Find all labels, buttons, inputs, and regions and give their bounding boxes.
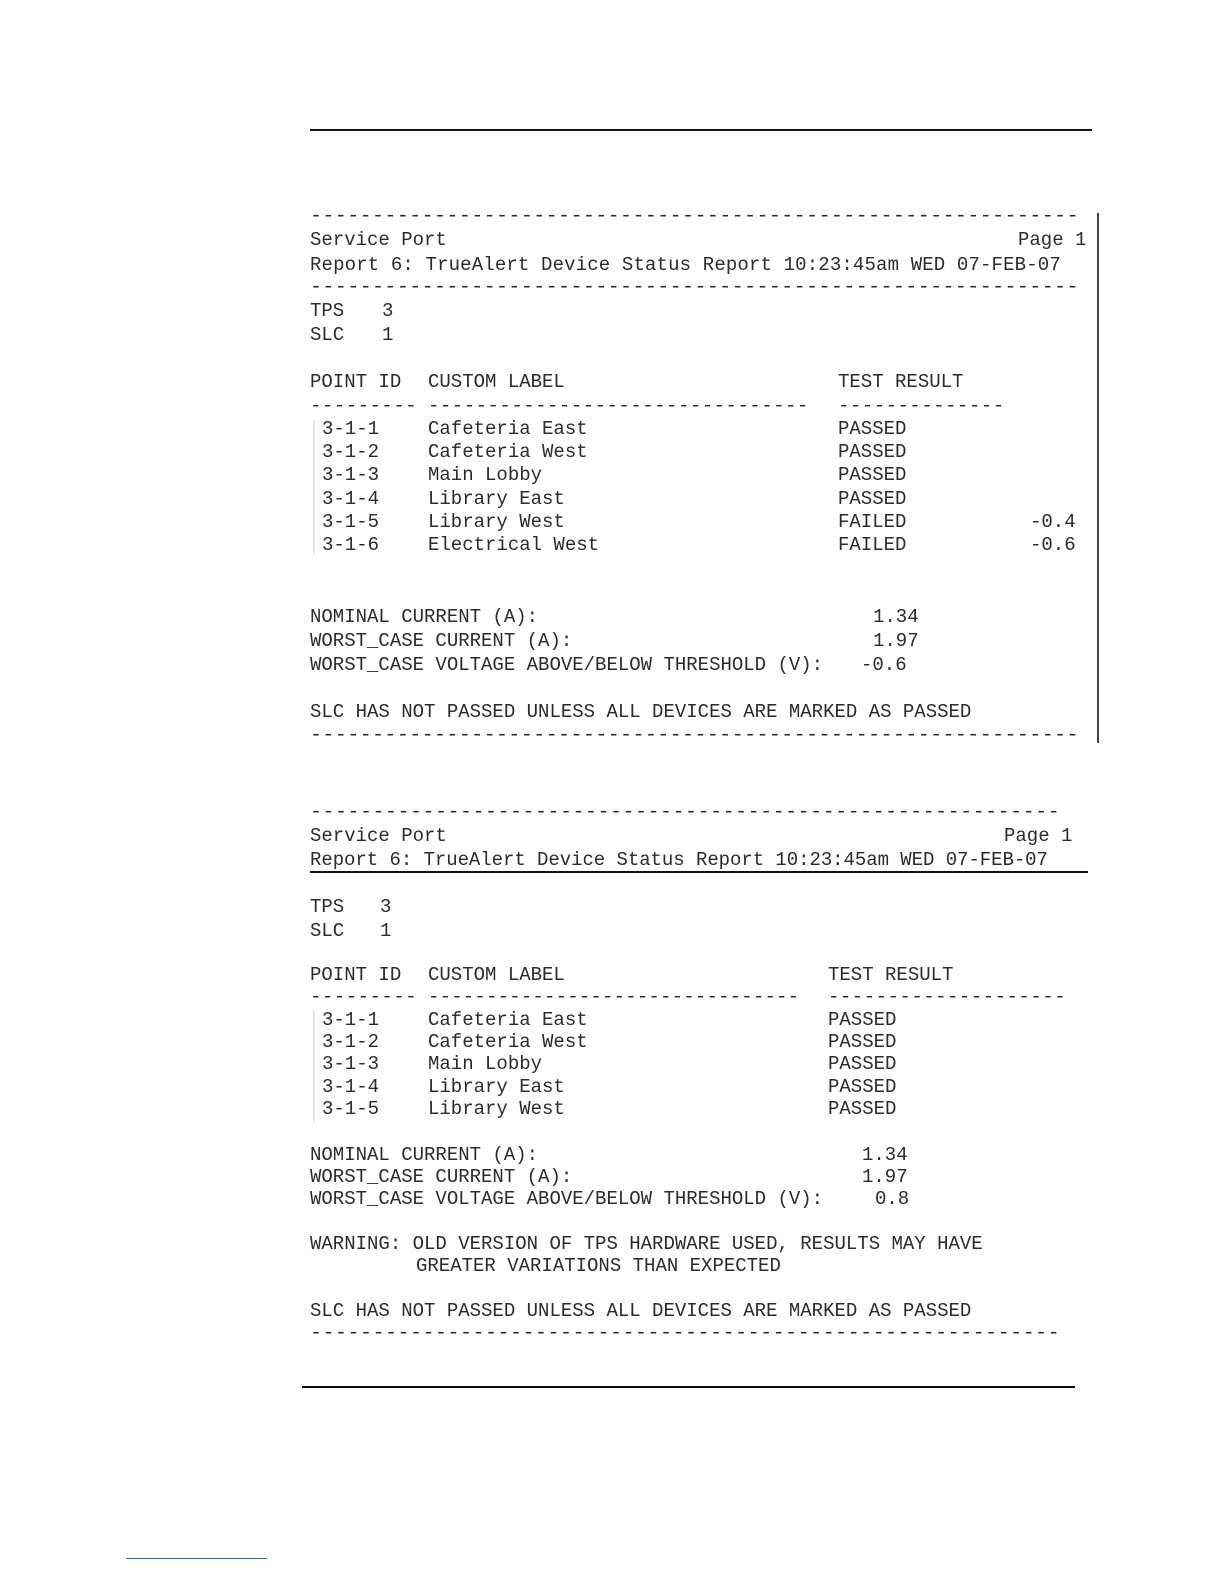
table-row-id: 3-1-5 xyxy=(322,1098,380,1120)
table-row-result: PASSED xyxy=(838,418,907,440)
report-2-under-point: --------- xyxy=(310,986,418,1008)
report-1-col-test-result: TEST RESULT xyxy=(838,371,964,393)
table-row-id: 3-1-3 xyxy=(322,1053,380,1075)
page-bottom-rule xyxy=(302,1386,1075,1388)
report-1-header-left: Service Port xyxy=(310,229,447,251)
table-row-label: Library West xyxy=(428,511,565,533)
report-2-col-point-id: POINT ID xyxy=(310,964,402,986)
table-row-id: 3-1-5 xyxy=(322,511,380,533)
table-row-result: PASSED xyxy=(828,1076,897,1098)
report-2-under-result: -------------------- xyxy=(828,986,1067,1008)
table-row-result: PASSED xyxy=(838,441,907,463)
report-1-header-right: Page 1 xyxy=(1018,229,1087,251)
report-1-worst-current-label: WORST_CASE CURRENT (A): xyxy=(310,630,573,652)
table-row-label: Cafeteria West xyxy=(428,441,588,463)
report-2-slc-value: 1 xyxy=(380,920,392,942)
report-2-tps-label: TPS xyxy=(310,896,345,918)
table-row-id: 3-1-4 xyxy=(322,488,380,510)
report-1-nominal-value: 1.34 xyxy=(873,606,919,628)
table-row-id: 3-1-1 xyxy=(322,1009,380,1031)
report-1-col-point-id: POINT ID xyxy=(310,371,402,393)
report-2-worst-current-value: 1.97 xyxy=(862,1166,908,1188)
report-2-title: Report 6: TrueAlert Device Status Report 10:23:45am WED 07-FEB-07 xyxy=(310,849,1048,871)
report-2-slc-label: SLC xyxy=(310,920,345,942)
report-1-under-label: -------------------------------- xyxy=(428,395,809,417)
footer-link-underline[interactable] xyxy=(126,1558,267,1559)
report-2-nominal-value: 1.34 xyxy=(862,1144,908,1166)
report-1-slc-label: SLC xyxy=(310,324,345,346)
table-row-id: 3-1-6 xyxy=(322,534,380,556)
report-1-worst-voltage-value: -0.6 xyxy=(861,654,907,676)
report-2-slc-note: SLC HAS NOT PASSED UNLESS ALL DEVICES ARE MARKED AS PASSED xyxy=(310,1300,972,1322)
report-2-dash-top: ------------------------------------------------------------ xyxy=(310,801,1061,824)
report-1-worst-voltage-label: WORST_CASE VOLTAGE ABOVE/BELOW THRESHOLD (V): xyxy=(310,654,824,676)
report-2-worst-voltage-label: WORST_CASE VOLTAGE ABOVE/BELOW THRESHOLD (V): xyxy=(310,1188,824,1210)
report-1-under-point: --------- xyxy=(310,395,418,417)
table-row-label: Library East xyxy=(428,488,565,510)
report-1-tps-value: 3 xyxy=(382,300,394,322)
report-1-worst-current-value: 1.97 xyxy=(873,630,919,652)
table-row-result: PASSED xyxy=(828,1031,897,1053)
report-2-left-shade xyxy=(313,1010,315,1122)
report-2-under-label: -------------------------------- xyxy=(428,986,800,1008)
report-2-dash-bottom: ------------------------------------------------------------ xyxy=(310,1322,1061,1345)
table-row-label: Cafeteria East xyxy=(428,418,588,440)
report-1-under-result: -------------- xyxy=(838,395,1005,417)
table-row-result: PASSED xyxy=(838,488,907,510)
table-row-result: FAILED xyxy=(838,511,907,533)
table-row-id: 3-1-3 xyxy=(322,464,380,486)
report-1-slc-value: 1 xyxy=(382,324,394,346)
report-2-warning-line-1: WARNING: OLD VERSION OF TPS HARDWARE USED, RESULTS MAY HAVE xyxy=(310,1233,983,1255)
table-row-value: -0.4 xyxy=(1030,511,1076,533)
report-2-col-test-result: TEST RESULT xyxy=(828,964,954,986)
report-1-col-custom-label: CUSTOM LABEL xyxy=(428,371,565,393)
table-row-value: -0.6 xyxy=(1030,534,1076,556)
table-row-result: PASSED xyxy=(828,1053,897,1075)
report-2-header-right: Page 1 xyxy=(1004,825,1073,847)
table-row-label: Main Lobby xyxy=(428,1053,543,1075)
report-1-nominal-label: NOMINAL CURRENT (A): xyxy=(310,606,539,628)
report-1-dash-mid: -------------------------------------------------------------- xyxy=(310,276,1079,299)
report-2-header-rule xyxy=(310,871,1088,873)
table-row-result: PASSED xyxy=(838,464,907,486)
report-2-warning-line-2: GREATER VARIATIONS THAN EXPECTED xyxy=(416,1255,781,1277)
report-2-nominal-label: NOMINAL CURRENT (A): xyxy=(310,1144,539,1166)
table-row-label: Library East xyxy=(428,1076,565,1098)
table-row-label: Electrical West xyxy=(428,534,600,556)
table-row-label: Library West xyxy=(428,1098,565,1120)
report-1-title: Report 6: TrueAlert Device Status Report 10:23:45am WED 07-FEB-07 xyxy=(310,254,1061,276)
page-top-rule xyxy=(310,129,1092,131)
table-row-id: 3-1-2 xyxy=(322,1031,380,1053)
table-row-label: Main Lobby xyxy=(428,464,543,486)
report-2-col-custom-label: CUSTOM LABEL xyxy=(428,964,565,986)
table-row-label: Cafeteria East xyxy=(428,1009,588,1031)
report-2-header-left: Service Port xyxy=(310,825,447,847)
report-1-dash-bottom: -------------------------------------------------------------- xyxy=(310,724,1079,747)
report-2-worst-current-label: WORST_CASE CURRENT (A): xyxy=(310,1166,573,1188)
table-row-result: PASSED xyxy=(828,1009,897,1031)
report-2-tps-value: 3 xyxy=(380,896,392,918)
table-row-result: FAILED xyxy=(838,534,907,556)
table-row-id: 3-1-2 xyxy=(322,441,380,463)
report-1-slc-note: SLC HAS NOT PASSED UNLESS ALL DEVICES ARE MARKED AS PASSED xyxy=(310,701,972,723)
table-row-id: 3-1-1 xyxy=(322,418,380,440)
report-1-tps-label: TPS xyxy=(310,300,345,322)
report-1-right-border xyxy=(1097,213,1099,743)
table-row-result: PASSED xyxy=(828,1098,897,1120)
report-2-worst-voltage-value: 0.8 xyxy=(875,1188,910,1210)
report-1-dash-top: -------------------------------------------------------------- xyxy=(310,205,1079,228)
table-row-id: 3-1-4 xyxy=(322,1076,380,1098)
table-row-label: Cafeteria West xyxy=(428,1031,588,1053)
report-1-left-shade xyxy=(313,420,315,554)
